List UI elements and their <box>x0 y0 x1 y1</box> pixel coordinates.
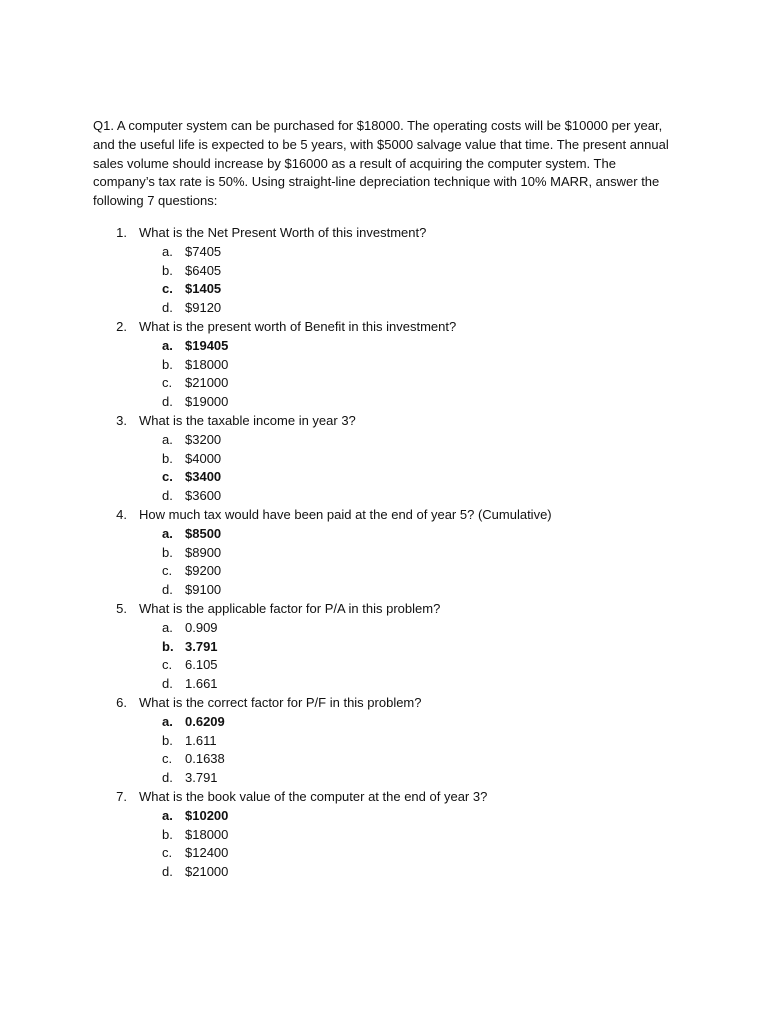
answer-option <box>0 863 768 882</box>
question-number: 7. <box>116 788 127 804</box>
option-text: $10200 <box>185 807 229 823</box>
answer-option <box>0 562 768 581</box>
option-letter: a. <box>162 525 173 541</box>
option-letter: a. <box>162 337 173 353</box>
question-text: How much tax would have been paid at the end of year 5? (Cumulative) <box>139 506 552 522</box>
option-letter: c. <box>162 469 173 485</box>
option-text: $3400 <box>185 469 222 485</box>
option-letter: a. <box>162 431 173 447</box>
answer-option-highlighted <box>0 807 768 826</box>
problem-statement: Q1. A computer system can be purchased for $18000. The operating costs will be $10000 per year, and the useful life is expected to be 5 years, with $5000 salvage value that time. The present annual sales volume should increase by $16000 as a result of acquiring the computer system. The company’s tax rate is 50%. Using straight-line depreciation technique with 10% MARR, answer the following 7 questions: <box>93 118 669 209</box>
option-text: $8500 <box>185 525 222 541</box>
answer-option <box>0 656 768 675</box>
option-text: $8900 <box>185 544 222 560</box>
question-number: 3. <box>116 412 127 428</box>
question-text: What is the Net Present Worth of this investment? <box>139 225 427 240</box>
option-letter: c. <box>162 281 173 297</box>
answer-option <box>0 675 768 694</box>
answer-option-highlighted <box>0 638 768 657</box>
question-number: 5. <box>116 600 127 616</box>
option-text: $1405 <box>185 281 222 297</box>
option-letter: c. <box>162 751 173 767</box>
option-text: $21000 <box>185 864 229 880</box>
option-letter: b. <box>162 262 173 278</box>
answer-option <box>0 450 768 469</box>
answer-option-highlighted <box>0 280 768 299</box>
question-item <box>0 224 768 318</box>
option-text: 3.791 <box>185 770 218 786</box>
option-text: $19405 <box>185 337 229 353</box>
option-letter: d. <box>162 582 173 598</box>
question-text: What is the correct factor for P/F in this problem? <box>139 694 422 710</box>
option-text: $4000 <box>185 450 222 466</box>
option-text: 3.791 <box>185 638 218 654</box>
question-number: 4. <box>116 506 127 522</box>
option-text: $18000 <box>185 356 229 372</box>
answer-option <box>0 374 768 393</box>
option-text: $18000 <box>185 826 229 842</box>
option-letter: a. <box>162 807 173 823</box>
answer-option-highlighted <box>0 713 768 732</box>
option-letter: d. <box>162 770 173 786</box>
question-line <box>0 600 768 619</box>
option-letter: b. <box>162 450 173 466</box>
answer-option-highlighted <box>0 525 768 544</box>
question-item <box>0 788 768 882</box>
option-text: 0.1638 <box>185 751 225 767</box>
answer-option <box>0 262 768 281</box>
option-letter: b. <box>162 544 173 560</box>
answer-option <box>0 732 768 751</box>
question-line <box>0 318 768 337</box>
option-text: 6.105 <box>185 657 218 673</box>
option-text: $6405 <box>185 262 222 278</box>
option-text: $9100 <box>185 582 222 598</box>
option-letter: b. <box>162 732 173 748</box>
answer-option <box>0 750 768 769</box>
option-text: $3200 <box>185 431 222 447</box>
option-text: 0.6209 <box>185 713 225 729</box>
option-text: 0.909 <box>185 619 218 635</box>
question-item <box>0 506 768 600</box>
option-letter: d. <box>162 300 173 316</box>
option-letter: c. <box>162 563 173 579</box>
question-line <box>0 694 768 713</box>
option-letter: c. <box>162 845 173 861</box>
question-item <box>0 694 768 788</box>
option-text: $3600 <box>185 488 222 504</box>
question-line <box>0 506 768 525</box>
question-text: What is the present worth of Benefit in this investment? <box>139 318 457 334</box>
answer-option <box>0 431 768 450</box>
question-line <box>0 412 768 431</box>
question-item <box>0 600 768 694</box>
answer-option <box>0 769 768 788</box>
question-item <box>0 318 768 412</box>
answer-option <box>0 844 768 863</box>
answer-option <box>0 393 768 412</box>
option-text: 1.661 <box>185 676 218 692</box>
option-text: $9120 <box>185 300 222 316</box>
answer-option <box>0 581 768 600</box>
option-text: $9200 <box>185 563 222 579</box>
option-letter: d. <box>162 488 173 504</box>
answer-option <box>0 826 768 845</box>
option-letter: d. <box>162 864 173 880</box>
option-letter: a. <box>162 243 173 259</box>
answer-option <box>0 544 768 563</box>
option-letter: c. <box>162 375 173 391</box>
question-item <box>0 412 768 506</box>
option-letter: b. <box>162 356 173 372</box>
question-line <box>0 224 768 243</box>
answer-option-highlighted <box>0 337 768 356</box>
question-number: 1. <box>116 225 127 240</box>
option-letter: c. <box>162 657 173 673</box>
question-number: 6. <box>116 694 127 710</box>
option-text: $21000 <box>185 375 229 391</box>
option-letter: b. <box>162 826 173 842</box>
answer-option-highlighted <box>0 468 768 487</box>
option-letter: a. <box>162 713 173 729</box>
question-text: What is the taxable income in year 3? <box>139 412 356 428</box>
answer-option <box>0 299 768 318</box>
option-text: 1.611 <box>185 732 217 748</box>
question-list <box>0 224 768 882</box>
answer-option <box>0 619 768 638</box>
option-letter: d. <box>162 394 173 410</box>
option-letter: a. <box>162 619 173 635</box>
option-text: $19000 <box>185 394 229 410</box>
answer-option <box>0 487 768 506</box>
answer-option <box>0 243 768 262</box>
option-text: $7405 <box>185 243 222 259</box>
option-text: $12400 <box>185 845 229 861</box>
question-text: What is the book value of the computer at the end of year 3? <box>139 788 488 804</box>
question-text: What is the applicable factor for P/A in this problem? <box>139 600 441 616</box>
question-line <box>0 788 768 807</box>
option-letter: d. <box>162 676 173 692</box>
question-number: 2. <box>116 318 127 334</box>
answer-option <box>0 356 768 375</box>
option-letter: b. <box>162 638 174 654</box>
